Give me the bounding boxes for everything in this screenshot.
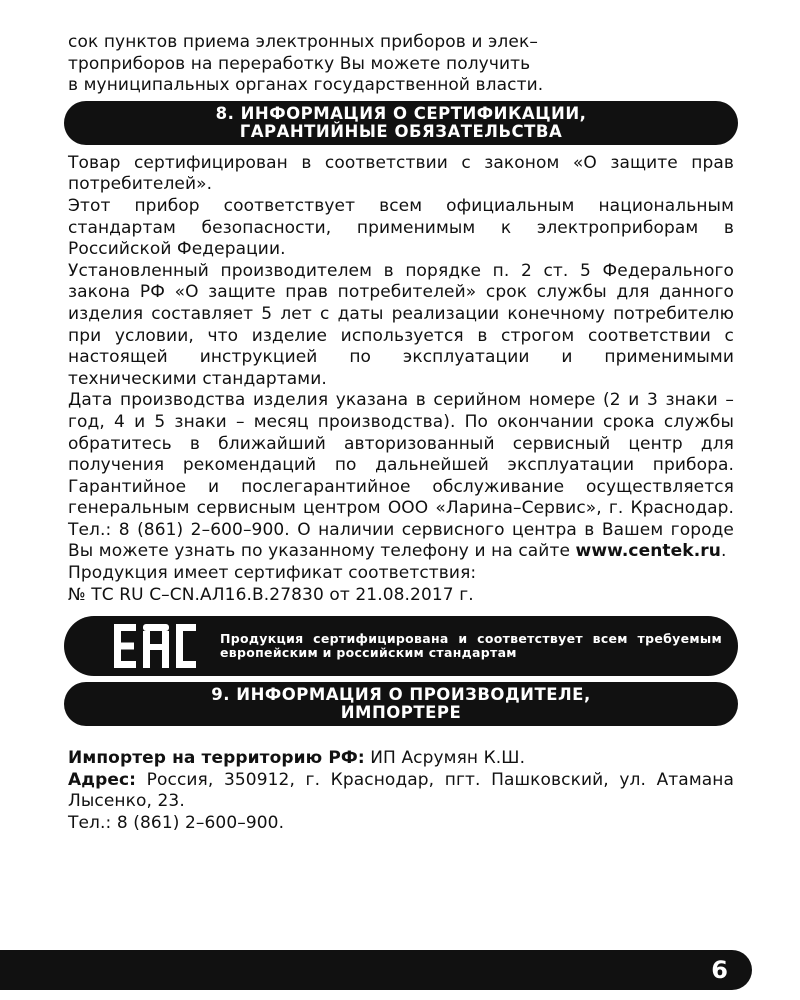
importer-info [68, 748, 734, 834]
website-link[interactable]: www.centek.ru [575, 541, 721, 562]
certification-paragraph: Товар сертифицирован в соответствии с законом «О защите прав потребителей». [68, 152, 734, 195]
address-value: Россия, 350912, г. Краснодар, пгт. Пашковский, ул. Атамана Лысенко, 23. [68, 769, 734, 812]
section-8-title-line-2: ГАРАНТИЙНЫЕ ОБЯЗАТЕЛЬСТВА [239, 121, 563, 141]
footer-bar [0, 950, 752, 990]
section-9-title-line-1: 9. ИНФОРМАЦИЯ О ПРОИЗВОДИТЕЛЕ, [211, 685, 591, 705]
service-life-paragraph: Установленный производителем в порядке п. 2 ст. 5 Федерального закона РФ «О защите прав потребителей» срок службы для данного изделия составляет 5 лет с даты реализации конечному потребителю при условии, что изделие используется в строгом соответствии с настоящей инструкцией по эксплуатации и применимыми техническими стандартами. [68, 260, 734, 389]
intro-line: сок пунктов приема электронных приборов и элек– [68, 32, 538, 52]
section-9-heading [64, 682, 738, 726]
production-date-paragraph [68, 390, 734, 563]
address-label: Адрес: [68, 769, 137, 790]
certificate-number: № ТС RU С–CN.АЛ16.В.27830 от 21.08.2017 г. [68, 584, 474, 605]
standards-paragraph: Этот прибор соответствует всем официальным национальным стандартам безопасности, применимым к электроприборам в Российской Федерации. [68, 195, 734, 260]
eac-description: Продукция сертифицирована и соответствует всем требуемым европейским и российским стандартам [220, 630, 722, 661]
eac-logo-icon [112, 620, 198, 672]
intro-line: в муниципальных органах государственной власти. [68, 75, 544, 96]
address-line [68, 770, 734, 813]
eac-conformity-block [64, 616, 738, 676]
intro-line: троприборов на переработку Вы можете получить [68, 53, 531, 74]
section-9-title-line-2: ИМПОРТЕРЕ [340, 703, 462, 723]
document-page [68, 32, 734, 835]
certificate-label: Продукция имеет сертификат соответствия: [68, 563, 477, 584]
phone-line: Тел.: 8 (861) 2–600–900. [68, 813, 285, 834]
section-8-title-line-1: 8. ИНФОРМАЦИЯ О СЕРТИФИКАЦИИ, [215, 103, 587, 123]
importer-line [68, 748, 734, 770]
section-8-heading [64, 101, 738, 145]
production-date-text: Дата производства изделия указана в серийном номере (2 и 3 знаки – год, 4 и 5 знаки – месяц производства). По окончании срока службы обратитесь в ближайший авторизованный сервисный центр для получения рекомендаций по дальнейшей эксплуатации прибора. Гарантийное и послегарантийное обслуживание осуществляется генеральным сервисным центром ООО «Ларина–Сервис», г. Краснодар. Тел.: 8 (861) 2–600–900. О наличии сервисного центра в Вашем городе Вы можете узнать по указанному телефону и на сайте [68, 390, 734, 562]
page-number: 6 [711, 956, 728, 984]
production-date-end: . [720, 541, 727, 562]
importer-label: Импортер на территорию РФ: [68, 748, 365, 769]
importer-value: ИП Асрумян К.Ш. [364, 748, 526, 769]
intro-paragraph [68, 32, 734, 97]
